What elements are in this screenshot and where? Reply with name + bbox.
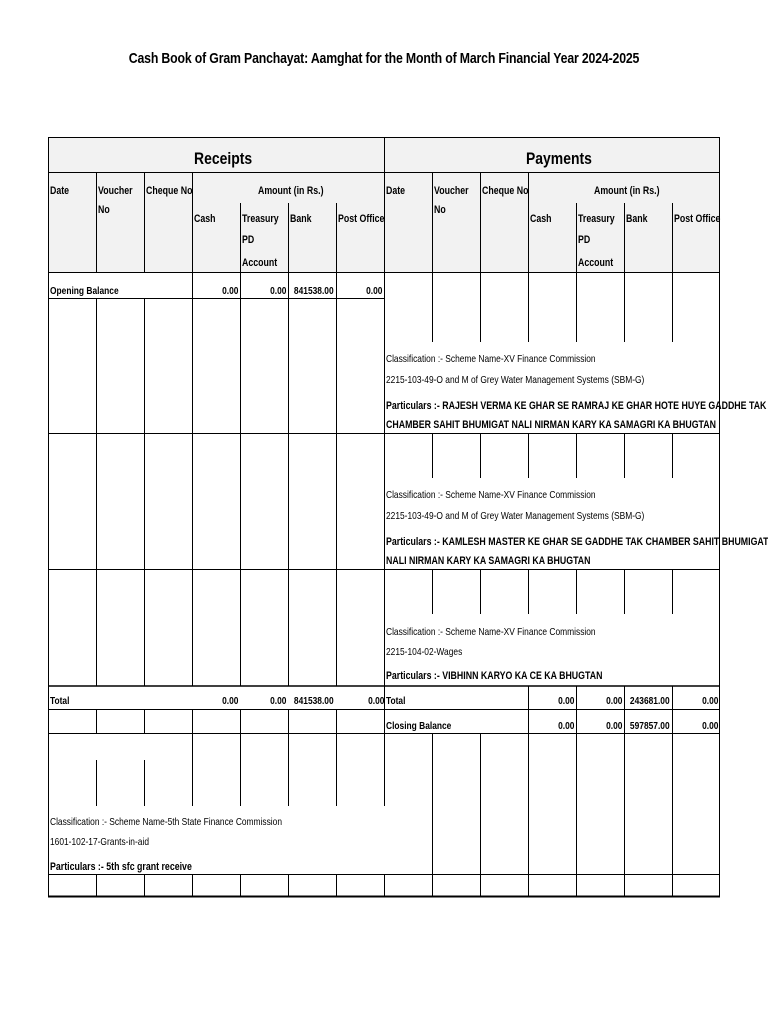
closing-post-office: 0.00 bbox=[701, 720, 718, 732]
payments-treasury-header: Treasury bbox=[578, 213, 615, 225]
payment-1-classification: Classification :- Scheme Name-XV Finance Commission bbox=[386, 353, 596, 365]
receipts-post-office-header: Post Office bbox=[338, 213, 385, 225]
payments-post-office-header: Post Office bbox=[674, 213, 721, 225]
payments-account-header: Account bbox=[578, 257, 614, 269]
payments-total-treasury: 0.00 bbox=[605, 695, 622, 707]
opening-post-office: 0.00 bbox=[365, 285, 382, 297]
closing-treasury: 0.00 bbox=[605, 720, 622, 732]
opening-bank: 841538.00 bbox=[294, 285, 334, 297]
receipts-total-treasury: 0.00 bbox=[269, 695, 286, 707]
receipts-account-header: Account bbox=[242, 257, 278, 269]
payment-1-code: 2215-103-49-O and M of Grey Water Management Systems (SBM-G) bbox=[386, 374, 645, 386]
payments-total-post-office: 0.00 bbox=[701, 695, 718, 707]
payment-2-particulars-cont: NALI NIRMAN KARY KA SAMAGRI KA BHUGTAN bbox=[386, 555, 591, 567]
payments-cheque-header: Cheque No bbox=[482, 185, 529, 197]
receipts-total-post-office: 0.00 bbox=[367, 695, 384, 707]
receipts-heading: Receipts bbox=[194, 149, 253, 168]
payments-total-label: Total bbox=[386, 695, 406, 707]
receipts-voucher-header: Voucher bbox=[98, 185, 133, 197]
receipts-total-label: Total bbox=[50, 695, 70, 707]
receipt-1-particulars: Particulars :- 5th sfc grant receive bbox=[50, 861, 192, 873]
opening-treasury: 0.00 bbox=[269, 285, 286, 297]
receipt-1-classification: Classification :- Scheme Name-5th State Finance Commission bbox=[50, 816, 283, 828]
payments-cash-header: Cash bbox=[530, 213, 552, 225]
payments-voucher-no-header: No bbox=[434, 204, 446, 216]
payment-3-code: 2215-104-02-Wages bbox=[386, 646, 463, 658]
receipts-voucher-no-header: No bbox=[98, 204, 110, 216]
receipts-amount-header: Amount (in Rs.) bbox=[258, 185, 324, 197]
payments-pd-header: PD bbox=[578, 234, 591, 246]
receipts-treasury-header: Treasury bbox=[242, 213, 279, 225]
closing-bank: 597857.00 bbox=[630, 720, 670, 732]
payment-2-code: 2215-103-49-O and M of Grey Water Management Systems (SBM-G) bbox=[386, 510, 645, 522]
receipts-total-bank: 841538.00 bbox=[294, 695, 334, 707]
payments-voucher-header: Voucher bbox=[434, 185, 469, 197]
closing-balance-label: Closing Balance bbox=[386, 720, 452, 732]
payment-3-particulars: Particulars :- VIBHINN KARYO KA CE KA BHUGTAN bbox=[386, 670, 603, 682]
payments-total-bank: 243681.00 bbox=[630, 695, 670, 707]
payment-1-particulars: Particulars :- RAJESH VERMA KE GHAR SE RAMRAJ KE GHAR HOTE HUYE GADDHE TAK bbox=[386, 400, 767, 412]
payment-1-particulars-cont: CHAMBER SAHIT BHUMIGAT NALI NIRMAN KARY KA SAMAGRI KA BHUGTAN bbox=[386, 419, 716, 431]
receipts-cheque-header: Cheque No bbox=[146, 185, 193, 197]
closing-cash: 0.00 bbox=[557, 720, 574, 732]
payments-amount-header: Amount (in Rs.) bbox=[594, 185, 660, 197]
receipts-cash-header: Cash bbox=[194, 213, 216, 225]
payments-date-header: Date bbox=[386, 185, 406, 197]
payment-2-classification: Classification :- Scheme Name-XV Finance Commission bbox=[386, 489, 596, 501]
payments-bank-header: Bank bbox=[626, 213, 648, 225]
receipt-1-code: 1601-102-17-Grants-in-aid bbox=[50, 836, 149, 848]
receipts-bank-header: Bank bbox=[290, 213, 312, 225]
page-title: Cash Book of Gram Panchayat: Aamghat for the Month of March Financial Year 2024-2025 bbox=[128, 50, 640, 67]
opening-cash: 0.00 bbox=[221, 285, 238, 297]
payments-heading: Payments bbox=[526, 149, 592, 168]
payments-total-cash: 0.00 bbox=[557, 695, 574, 707]
receipts-date-header: Date bbox=[50, 185, 70, 197]
opening-balance-label: Opening Balance bbox=[50, 285, 119, 297]
receipts-total-cash: 0.00 bbox=[221, 695, 238, 707]
payment-3-classification: Classification :- Scheme Name-XV Finance Commission bbox=[386, 626, 596, 638]
receipts-pd-header: PD bbox=[242, 234, 255, 246]
payment-2-particulars: Particulars :- KAMLESH MASTER KE GHAR SE GADDHE TAK CHAMBER SAHIT BHUMIGAT bbox=[386, 536, 768, 548]
